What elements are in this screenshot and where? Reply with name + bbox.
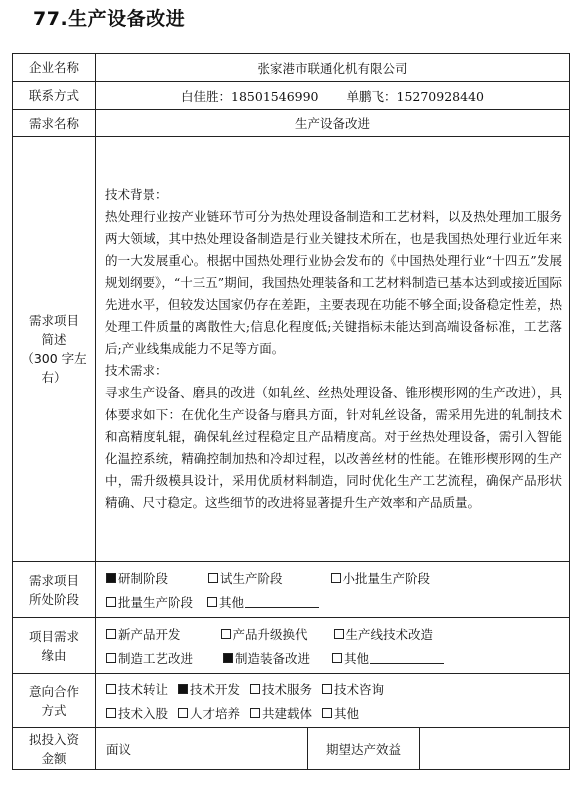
need-name-label: 需求名称 [13,110,96,137]
checkbox-option[interactable] [106,649,193,667]
checkbox-option[interactable] [106,593,193,611]
coop-label-line: 意向合作 [28,683,79,699]
coop-label [13,674,96,728]
benefit-value [420,728,570,770]
option-line [106,590,569,614]
checkbox-label: 技术服务 [262,681,313,697]
checkbox-empty-icon[interactable] [331,573,341,583]
checkbox-option[interactable] [106,625,181,643]
contact-label: 联系方式 [13,82,96,110]
checkbox-option[interactable] [334,625,434,643]
coop-label-line: 方式 [41,702,67,718]
checkbox-label: 制造装备改进 [235,650,311,666]
checkbox-option[interactable] [221,625,308,643]
checkbox-empty-icon[interactable] [106,629,116,639]
checkbox-option[interactable] [223,649,310,667]
requirement-heading: 技术需求： [105,363,168,378]
description-label-line: （300 字左 [21,351,87,366]
checkbox-label: 新产品开发 [118,626,181,642]
checkbox-label: 制造工艺改进 [118,650,194,666]
invest-label-line: 拟投入资 [28,731,79,747]
contact-person-2: 单鹏飞：15270928440 [346,88,484,104]
invest-value: 面议 [96,728,308,770]
need-name-value: 生产设备改进 [96,110,570,137]
option-line [106,701,569,725]
checkbox-empty-icon[interactable] [322,684,332,694]
requirement-paragraph: 寻求生产设备、磨具的改进（如轧丝、丝热处理设备、锥形楔形网的生产改进），具体要求如下：在优化生产设备与磨具方面，针对轧丝设备，需采用先进的轧制技术和高精度轧辊，确保轧丝过程稳定且产品精度高。对于丝热处理设备，需引入智能化温控系统，精确控制加热和冷却过程，以改善丝材的性能。在锥形楔形网的生产中，需升级模具设计，采用优质材料制造，同时优化生产工艺流程，确保产品形状精确、尺寸稳定。这些细节的改进将显著提升生产效率和产品质量。 [105,385,563,510]
stage-label [13,562,96,618]
checkbox-option[interactable] [106,680,168,698]
company-value: 张家港市联通化机有限公司 [96,54,570,82]
checkbox-label: 其他 [219,594,245,610]
checkbox-empty-icon[interactable] [221,629,231,639]
description-label [13,137,96,562]
checkbox-option[interactable] [322,704,359,722]
origin-label-line: 项目需求 [28,628,79,644]
checkbox-label: 技术转让 [118,681,169,697]
checkbox-option[interactable] [178,704,240,722]
checkbox-label: 其他 [334,705,360,721]
description-label-line: 需求项目 [28,313,79,328]
checkbox-empty-icon[interactable] [334,629,344,639]
benefit-label: 期望达产效益 [308,728,420,770]
description-text [96,137,570,562]
checkbox-empty-icon[interactable] [207,597,217,607]
invest-label-line: 金额 [41,750,67,766]
checkbox-checked-icon[interactable] [178,684,188,694]
description-label-line: 简述 [41,332,67,347]
checkbox-option[interactable] [250,680,312,698]
fill-in-blank[interactable] [245,595,319,608]
background-paragraph: 热处理行业按产业链环节可分为热处理设备制造和工艺材料，以及热处理加工服务两大领域，其中热处理设备制造是行业关键技术所在，也是我国热处理行业近年来的一大发展重心。根据中国热处理行业协会发布的《中国热处理行业“十四五”发展规划纲要》，“十三五”期间，我国热处理装备和工艺材料制造已基本达到或接近国际先进水平，但较发达国家仍存在差距，主要表现在功能不够全面;设备稳定性差，热处理工件质量的离散性大;信息化程度低;关键指标未能达到高端设备标准，工艺落后;产业线集成能力不足等方面。 [105,209,563,356]
checkbox-label: 试生产阶段 [220,570,283,586]
checkbox-label: 小批量生产阶段 [342,570,431,586]
origin-options [96,618,570,674]
option-line [106,622,569,646]
stage-options [96,562,570,618]
checkbox-label: 生产线技术改造 [345,626,434,642]
checkbox-empty-icon[interactable] [106,597,116,607]
checkbox-empty-icon[interactable] [106,684,116,694]
checkbox-label: 人才培养 [190,705,241,721]
option-line [106,566,569,590]
checkbox-option[interactable] [322,680,384,698]
checkbox-checked-icon[interactable] [223,653,233,663]
checkbox-empty-icon[interactable] [106,708,116,718]
checkbox-empty-icon[interactable] [208,573,218,583]
checkbox-option[interactable] [207,593,319,611]
checkbox-label: 技术入股 [118,705,169,721]
origin-label-line: 缘由 [41,647,67,663]
contact-value [96,82,570,110]
checkbox-label: 技术开发 [190,681,241,697]
checkbox-label: 批量生产阶段 [118,594,194,610]
checkbox-option[interactable] [332,649,444,667]
checkbox-option[interactable] [106,704,168,722]
checkbox-option[interactable] [208,569,283,587]
stage-label-line: 所处阶段 [28,591,79,607]
fill-in-blank[interactable] [370,651,444,664]
stage-label-line: 需求项目 [28,572,79,588]
invest-label [13,728,96,770]
checkbox-option[interactable] [250,704,312,722]
coop-options [96,674,570,728]
option-line [106,646,569,670]
origin-label [13,618,96,674]
checkbox-empty-icon[interactable] [250,684,260,694]
checkbox-label: 共建载体 [262,705,313,721]
checkbox-empty-icon[interactable] [332,653,342,663]
contact-person-1: 白佳胜：18501546990 [181,88,319,104]
description-label-line: 右） [41,370,67,385]
checkbox-option[interactable] [178,680,240,698]
checkbox-option[interactable] [331,569,431,587]
option-line [106,677,569,701]
checkbox-label: 研制阶段 [118,570,169,586]
requirement-form [12,53,570,770]
checkbox-empty-icon[interactable] [178,708,188,718]
checkbox-empty-icon[interactable] [106,653,116,663]
checkbox-empty-icon[interactable] [250,708,260,718]
background-heading: 技术背景： [105,187,168,202]
checkbox-label: 其他 [344,650,370,666]
checkbox-empty-icon[interactable] [322,708,332,718]
checkbox-label: 技术咨询 [334,681,385,697]
page-title: 77.生产设备改进 [33,8,186,30]
checkbox-checked-icon[interactable] [106,573,116,583]
checkbox-option[interactable] [106,569,168,587]
checkbox-label: 产品升级换代 [232,626,308,642]
company-label: 企业名称 [13,54,96,82]
